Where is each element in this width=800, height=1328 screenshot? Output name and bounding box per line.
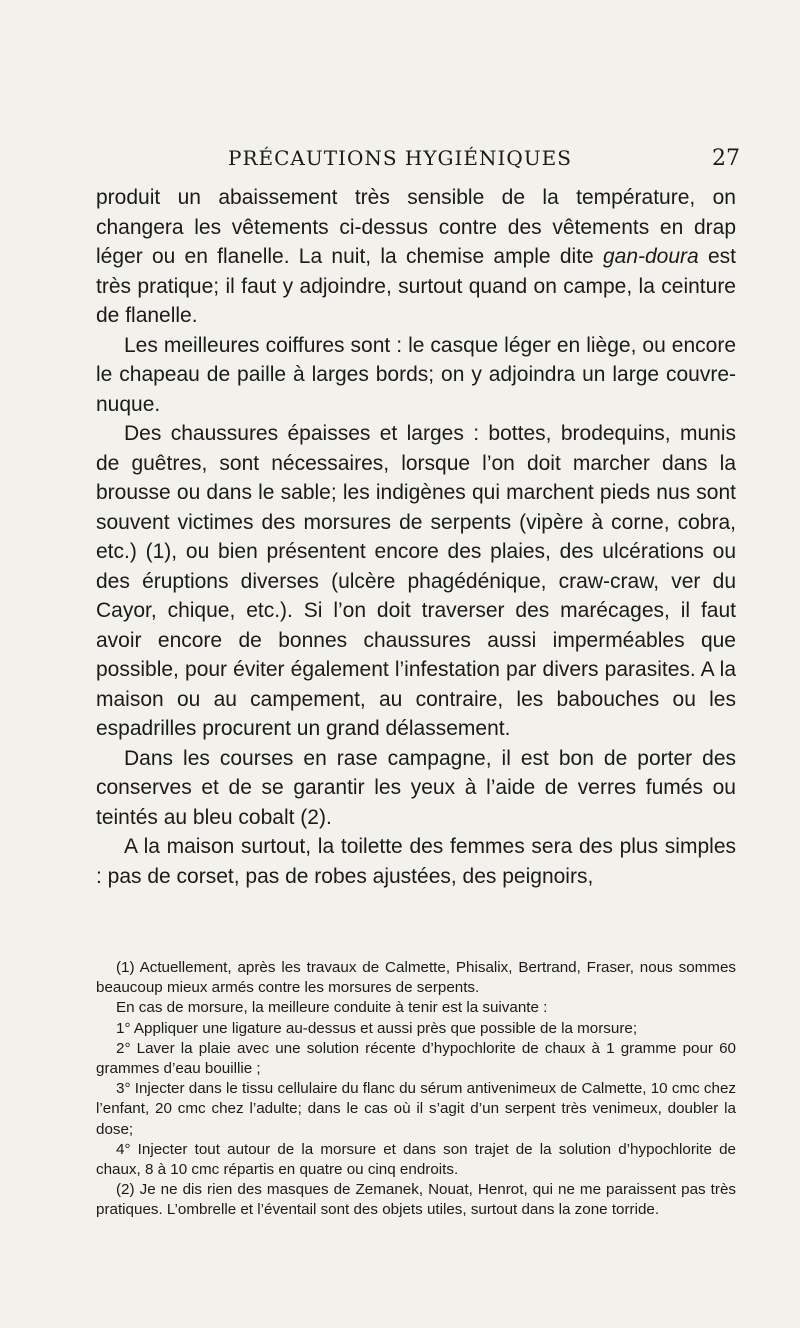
paragraph-2: Les meilleures coiffures sont : le casque léger en liège, ou encore le chapeau de paille à larges bords; on y adjoindra un large couvre-nuque. bbox=[96, 333, 736, 416]
main-text bbox=[96, 183, 736, 891]
footnote-2: (2) Je ne dis rien des masques de Zemanek, Nouat, Henrot, qui ne me paraissent pas très pratiques. L’ombrelle et l’éventail sont des objets utiles, surtout dans la zone torride. bbox=[96, 1181, 736, 1219]
footnote-1-step-2: 2° Laver la plaie avec une solution récente d’hypochlorite de chaux à 1 gramme pour 60 grammes d’eau bouillie ; bbox=[96, 1039, 736, 1078]
running-head bbox=[60, 146, 740, 176]
paragraph-1-part-b: est très pratique; il faut y adjoindre, surtout quand on campe, la ceinture de flanelle. bbox=[96, 245, 736, 327]
paragraph-1-part-a: produit un abaissement très sensible de la température, on changera les vêtements ci-dessus contre des vêtements en drap léger ou en flanelle. La nuit, la chemise ample dite bbox=[96, 186, 736, 268]
page-number: 27 bbox=[712, 146, 740, 171]
footnote-1-line-2: En cas de morsure, la meilleure conduite à tenir est la suivante : bbox=[116, 999, 548, 1017]
gandoura-term: gan-doura bbox=[602, 245, 699, 268]
footnote-1-step-3: 3° Injecter dans le tissu cellulaire du flanc du sérum antivenimeux de Calmette, 10 cmc chez l’enfant, 20 cmc chez l’adulte; dans le cas où il s’agit d’un serpent très venimeux, doubler la dose; bbox=[96, 1080, 736, 1138]
running-head-title: PRÉCAUTIONS HYGIÉNIQUES bbox=[228, 146, 572, 170]
footnotes bbox=[96, 958, 736, 1221]
footnote-1-intro: (1) Actuellement, après les travaux de Calmette, Phisalix, Bertrand, Fraser, nous sommes beaucoup mieux armés contre les morsures de serpents. bbox=[96, 959, 736, 997]
footnote-1-step-1: 1° Appliquer une ligature au-dessus et aussi près que possible de la morsure; bbox=[116, 1019, 638, 1037]
paragraph-4: Dans les courses en rase campagne, il est bon de porter des conserves et de se garantir les yeux à l’aide de verres fumés ou teintés au bleu cobalt (2). bbox=[96, 746, 736, 829]
paragraph-5: A la maison surtout, la toilette des femmes sera des plus simples : pas de corset, pas de robes ajustées, des peignoirs, bbox=[96, 835, 736, 888]
paragraph-3: Des chaussures épaisses et larges : bottes, brodequins, munis de guêtres, sont nécessaires, lorsque l’on doit marcher dans la brousse ou dans le sable; les indigènes qui marchent pieds nus sont souvent victimes des morsures de serpents (vipère à corne, cobra, etc.) (1), ou bien présentent encore des plaies, des ulcérations ou des éruptions diverses (ulcère phagédénique, craw-craw, ver du Cayor, chique, etc.). Si l’on doit traverser des marécages, il faut avoir encore de bonnes chaussures aussi imperméables que possible, pour éviter également l’infestation par divers parasites. A la maison ou au campement, au contraire, les babouches ou les espadrilles procurent un grand délassement. bbox=[96, 422, 736, 740]
paragraph-1 bbox=[96, 183, 736, 331]
footnote-1-step-4: 4° Injecter tout autour de la morsure et dans son trajet de la solution d’hypochlorite de chaux, 8 à 10 cmc répartis en quatre ou cinq endroits. bbox=[96, 1140, 736, 1179]
